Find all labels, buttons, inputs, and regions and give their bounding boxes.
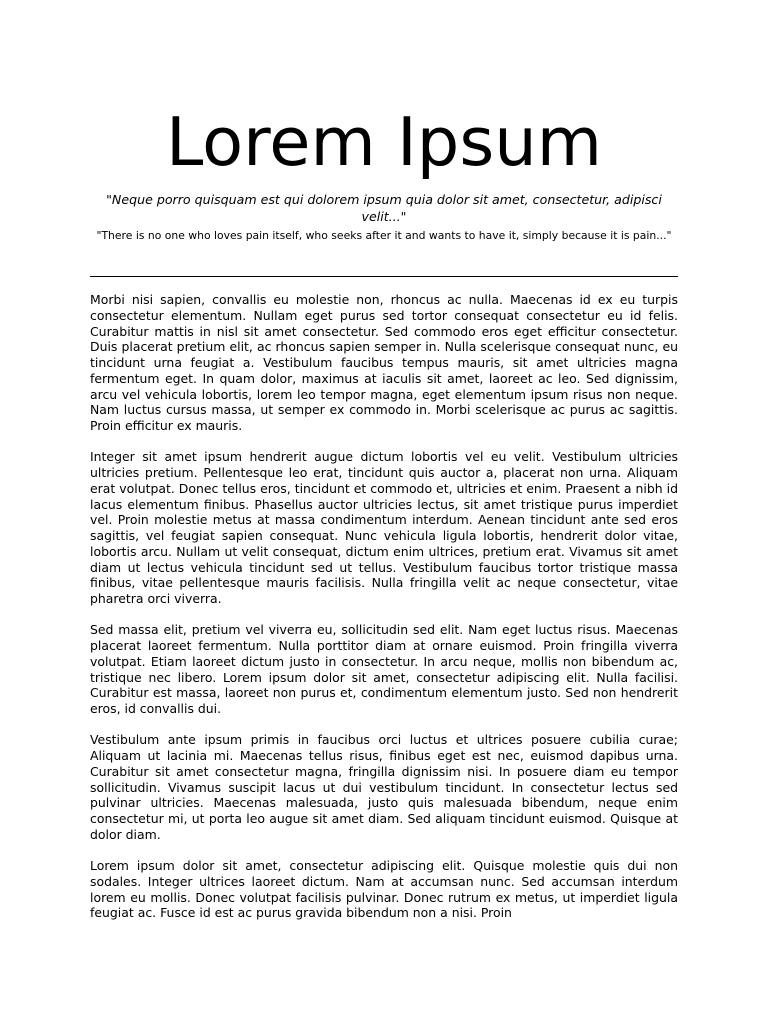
paragraph: Integer sit amet ipsum hendrerit augue dictum lobortis vel eu velit. Vestibulum ultricies ultricies pretium. Pellentesque leo erat, tincidunt quis auctor a, placerat non urna. Aliquam erat volutpat. Donec tellus eros, tincidunt et commodo et, ultricies et enim. Praesent a nibh id lacus elementum finibus. Phasellus auctor ultricies lectus, sit amet tristique purus imperdiet vel. Proin molestie metus at massa condimentum interdum. Aenean tincidunt ante sed eros sagittis, vel feugiat sapien consequat. Nunc vehicula ligula lobortis, hendrerit dolor vitae, lobortis arcu. Nullam ut velit consequat, dictum enim ultrices, pretium erat. Vivamus sit amet diam ut lectus vehicula tincidunt sed ut tellus. Vestibulum faucibus tortor tristique massa finibus, vitae pellentesque mauris facilisis. Nulla fringilla velit ac neque consectetur, vitae pharetra orci viverra.: [90, 449, 678, 606]
latin-quote: "Neque porro quisquam est qui dolorem ipsum quia dolor sit amet, consectetur, adipisci velit...": [106, 192, 662, 224]
horizontal-divider: [90, 276, 678, 277]
paragraph: Sed massa elit, pretium vel viverra eu, sollicitudin sed elit. Nam eget luctus risus. Maecenas placerat laoreet fermentum. Nulla porttitor diam at ornare euismod. Proin fringilla viverra volutpat. Etiam laoreet dictum justo in consectetur. In arcu neque, mollis non bibendum ac, tristique nec libero. Lorem ipsum dolor sit amet, consectetur adipiscing elit. Nulla facilisi. Curabitur est massa, laoreet non purus et, condimentum elementum justo. Sed non hendrerit eros, id convallis dui.: [90, 622, 678, 716]
paragraph: Vestibulum ante ipsum primis in faucibus orci luctus et ultrices posuere cubilia curae; Aliquam ut lacinia mi. Maecenas tellus risus, finibus eget est nec, euismod dapibus urna. Curabitur sit amet consectetur magna, fringilla dignissim nisi. In posuere diam eu tempor sollicitudin. Vivamus suscipit lacus ut dui vestibulum tincidunt. In consectetur lectus sed pulvinar ultricies. Maecenas malesuada, justo quis malesuada bibendum, neque enim consectetur mi, ut porta leo augue sit amet diam. Sed aliquam tincidunt euismod. Quisque at dolor diam.: [90, 732, 678, 842]
paragraph: Lorem ipsum dolor sit amet, consectetur adipiscing elit. Quisque molestie quis dui non sodales. Integer ultrices laoreet dictum. Nam at accumsan nunc. Sed accumsan interdum lorem eu mollis. Donec volutpat facilisis pulvinar. Donec rutrum ex metus, ut imperdiet ligula feugiat ac. Fusce id est ac purus gravida bibendum non a nisi. Proin: [90, 858, 678, 921]
paragraph: Morbi nisi sapien, convallis eu molestie non, rhoncus ac nulla. Maecenas id ex eu turpis consectetur elementum. Nullam eget purus sed tortor consequat consectetur eu id felis. Curabitur mattis in nisl sit amet consectetur. Sed commodo eros eget efficitur consectetur. Duis placerat pretium elit, ac rhoncus sapien semper in. Nulla scelerisque consequat nunc, eu tincidunt urna feugiat a. Vestibulum faucibus tempus mauris, sit amet ultricies magna fermentum eget. In quam dolor, maximus at iaculis sit amet, laoreet ac leo. Sed dignissim, arcu vel vehicula lobortis, lorem leo tempor magna, eget elementum ipsum risus non neque. Nam luctus cursus massa, ut semper ex commodo in. Morbi scelerisque ac purus ac sagittis. Proin efficitur ex mauris.: [90, 292, 678, 433]
english-quote: "There is no one who loves pain itself, who seeks after it and wants to have it, simply because it is pain...": [96, 229, 672, 242]
page-title: Lorem Ipsum: [166, 103, 602, 181]
body-text: [90, 292, 678, 922]
